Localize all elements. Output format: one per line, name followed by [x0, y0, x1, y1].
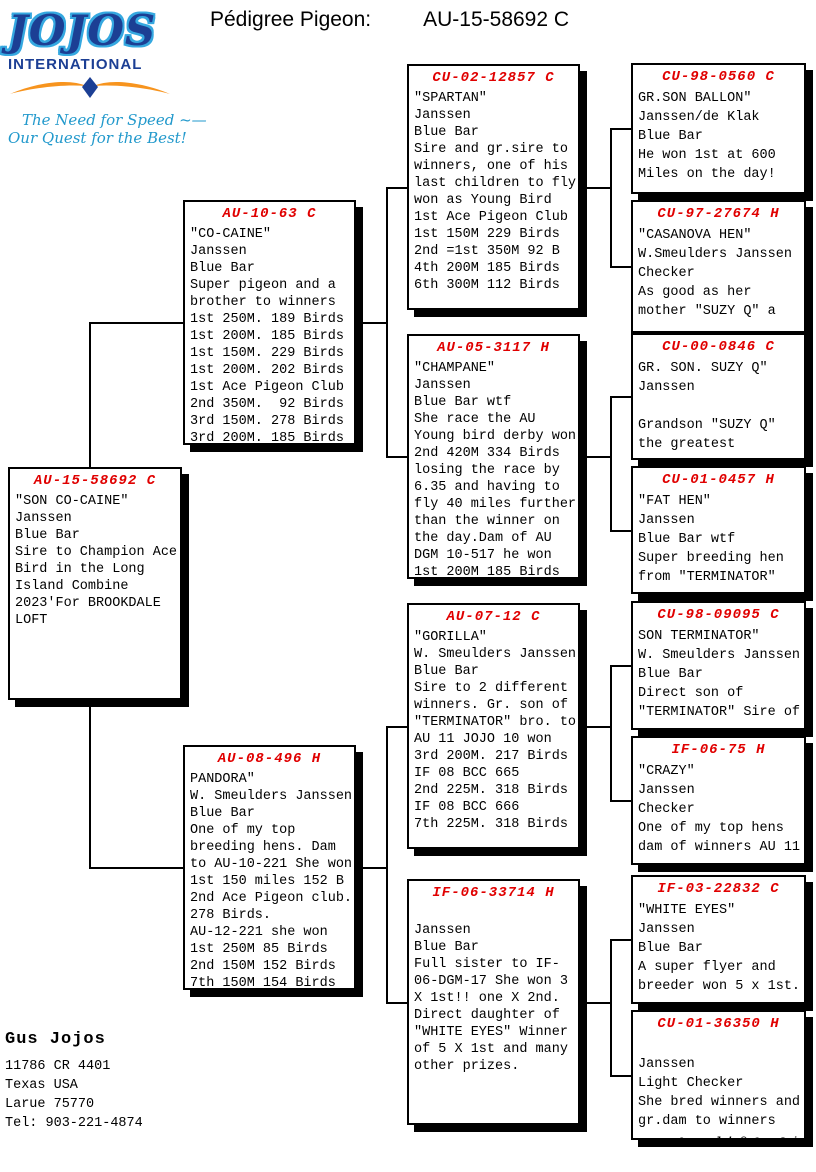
pedigree-text-line: Grandson "SUZY Q": [638, 418, 776, 433]
pedigree-box-text: [185, 224, 354, 447]
pedigree-text-line: 4th 200M 185 Birds: [414, 261, 560, 276]
pedigree-box-subject: [8, 467, 182, 700]
pedigree-box-text: [633, 87, 804, 184]
credit-text: Compuclub © Gus Jojos: [677, 1136, 810, 1148]
pedigree-text-line: Direct son of: [638, 686, 744, 701]
pedigree-text-line: "GORILLA": [414, 630, 487, 645]
pedigree-text-line: Sire and gr.sire to: [414, 142, 568, 157]
pedigree-text-line: "TERMINATOR" bro. to: [414, 715, 577, 730]
pedigree-text-line: 1st 200M 185 Birds: [414, 565, 560, 580]
pedigree-text-line: PANDORA": [190, 772, 255, 787]
connector-line: [610, 128, 633, 130]
pedigree-text-line: Blue Bar: [190, 261, 255, 276]
connector-line: [89, 867, 185, 869]
pedigree-text-line: to AU-10-221 She won: [190, 857, 353, 872]
pedigree-text-line: 1st Ace Pigeon Club: [190, 380, 344, 395]
pedigree-text-line: 1st 200M. 185 Birds: [190, 329, 344, 344]
contact-address-line: Larue 75770: [5, 1097, 95, 1112]
connector-line: [386, 187, 409, 189]
connector-line: [386, 187, 388, 458]
pedigree-text-line: 1st 150M 229 Birds: [414, 227, 560, 242]
pedigree-box-text: [633, 1034, 804, 1131]
connector-line: [610, 665, 612, 802]
contact-address-line: Texas USA: [5, 1078, 78, 1093]
pedigree-text-line: Blue Bar: [638, 667, 703, 682]
pedigree-text-line: "CO-CAINE": [190, 227, 272, 242]
pedigree-box-text: [633, 490, 804, 587]
pedigree-text-line: Blue Bar: [638, 941, 703, 956]
connector-line: [386, 1002, 409, 1004]
pedigree-text-line: fly 40 miles further: [414, 497, 577, 512]
pedigree-box-text: [409, 358, 578, 581]
pedigree-text-line: Janssen: [414, 923, 471, 938]
pedigree-text-line: W. Smeulders Janssen: [190, 789, 353, 804]
pedigree-text-line: 06-DGM-17 She won 3: [414, 974, 568, 989]
connector-line: [610, 396, 633, 398]
pedigree-text-line: Janssen: [638, 513, 695, 528]
pedigree-text-line: Sire to 2 different: [414, 681, 568, 696]
pedigree-text-line: Super breeding hen: [638, 551, 784, 566]
logo-swoosh-icon: [8, 75, 172, 101]
pedigree-text-line: losing the race by: [414, 463, 560, 478]
pedigree-text-line: Blue Bar: [414, 664, 479, 679]
pedigree-box-text: [633, 625, 804, 722]
pedigree-text-line: GR.SON BALLON": [638, 91, 752, 106]
connector-line: [354, 322, 388, 324]
pedigree-text-line: the greatest: [638, 437, 736, 452]
pedigree-text-line: Janssen/de Klak: [638, 110, 760, 125]
pedigree-box-text: [633, 760, 804, 857]
pedigree-text-line: 2023'For BROOKDALE: [15, 596, 161, 611]
pedigree-text-line: dam of winners AU 11: [638, 840, 801, 855]
pedigree-box-text: [409, 903, 578, 1075]
pedigree-box-ggparent-3: [631, 333, 806, 460]
band-number: IF-03-22832 C: [657, 881, 780, 897]
pedigree-text-line: "CASANOVA HEN": [638, 228, 752, 243]
pedigree-text-line: Blue Bar wtf: [638, 532, 736, 547]
pedigree-text-line: Janssen: [638, 1057, 695, 1072]
pedigree-text-line: mother "SUZY Q" a: [638, 304, 776, 319]
pedigree-text-line: "WHITE EYES" Winner: [414, 1025, 568, 1040]
pedigree-text-line: X 1st!! one X 2nd.: [414, 991, 560, 1006]
pedigree-text-line: One of my top hens: [638, 821, 784, 836]
pedigree-text-line: last children to fly: [414, 176, 577, 191]
pedigree-text-line: Island Combine: [15, 579, 129, 594]
pedigree-text-line: 1st 150 miles 152 B: [190, 874, 344, 889]
pedigree-text-line: "WHITE EYES": [638, 903, 736, 918]
pedigree-text-line: "FAT HEN": [638, 494, 711, 509]
pedigree-box-ggparent-5: [631, 601, 806, 730]
pedigree-text-line: Miles on the day!: [638, 167, 776, 182]
pedigree-box-ggparent-4: [631, 466, 806, 594]
pedigree-text-line: "SON CO-CAINE": [15, 494, 129, 509]
connector-line: [610, 939, 633, 941]
pedigree-text-line: "TERMINATOR" Sire of: [638, 705, 801, 720]
pedigree-text-line: One of my top: [190, 823, 296, 838]
contact-block: [5, 1030, 143, 1133]
pedigree-box-granddam-2: [407, 879, 580, 1125]
pedigree-text-line: 6th 300M 112 Birds: [414, 278, 560, 293]
connector-line: [578, 1002, 612, 1004]
pedigree-text-line: 1st 200M. 202 Birds: [190, 363, 344, 378]
pedigree-text-line: 6.35 and having to: [414, 480, 560, 495]
band-number: AU-08-496 H: [217, 751, 322, 767]
band-number: CU-01-0457 H: [662, 472, 775, 488]
pedigree-text-line: Light Checker: [638, 1076, 744, 1091]
pedigree-text-line: Sire to Champion Ace: [15, 545, 178, 560]
pedigree-text-line: AU-12-221 she won: [190, 925, 328, 940]
pedigree-text-line: A super flyer and: [638, 960, 776, 975]
pedigree-text-line: Blue Bar wtf: [414, 395, 512, 410]
pedigree-text-line: brother to winners: [190, 295, 336, 310]
pedigree-text-line: 1st Ace Pigeon Club: [414, 210, 568, 225]
connector-line: [578, 726, 612, 728]
pedigree-text-line: won as Young Bird: [414, 193, 552, 208]
pedigree-text-line: Direct daughter of: [414, 1008, 560, 1023]
pedigree-text-line: [638, 397, 804, 416]
pedigree-box-text: [185, 769, 354, 992]
pedigree-box-granddam-1: [407, 334, 580, 579]
pedigree-text-line: He won 1st at 600: [638, 148, 776, 163]
pedigree-box-text: [409, 627, 578, 833]
pedigree-text-line: Bird in the Long: [15, 562, 145, 577]
pedigree-text-line: Blue Bar: [190, 806, 255, 821]
pedigree-text-line: "CHAMPANE": [414, 361, 496, 376]
connector-line: [610, 665, 633, 667]
pedigree-text-line: Blue Bar: [414, 940, 479, 955]
connector-line: [386, 726, 388, 1004]
pedigree-text-line: "SPARTAN": [414, 91, 487, 106]
pedigree-text-line: [414, 905, 578, 922]
pedigree-text-line: 2nd 350M. 92 Birds: [190, 397, 344, 412]
connector-line: [354, 867, 388, 869]
band-number: IF-06-33714 H: [432, 885, 555, 901]
pedigree-text-line: DGM 10-517 he won: [414, 548, 552, 563]
pedigree-box-text: [633, 224, 804, 321]
pedigree-text-line: Blue Bar: [638, 129, 703, 144]
band-number: CU-02-12857 C: [432, 70, 555, 86]
pedigree-text-line: W.Smeulders Janssen: [638, 247, 792, 262]
pedigree-box-sire: [183, 200, 356, 445]
pedigree-text-line: Janssen: [414, 378, 471, 393]
band-number: AU-05-3117 H: [437, 340, 550, 356]
connector-line: [89, 322, 185, 324]
pedigree-text-line: Janssen: [638, 922, 695, 937]
pedigree-box-text: [10, 491, 180, 629]
pedigree-text-line: W. Smeulders Janssen: [414, 647, 577, 662]
pedigree-text-line: 3rd 200M. 217 Birds: [414, 749, 568, 764]
connector-line: [610, 800, 633, 802]
pedigree-text-line: Full sister to IF-: [414, 957, 560, 972]
pedigree-text-line: W. Smeulders Janssen: [638, 648, 801, 663]
pedigree-text-line: Checker: [638, 266, 695, 281]
pedigree-text-line: other prizes.: [414, 1059, 520, 1074]
connector-line: [386, 726, 409, 728]
pedigree-text-line: Young bird derby won: [414, 429, 577, 444]
pedigree-text-line: GR. SON. SUZY Q": [638, 361, 768, 376]
pedigree-text-line: 2nd =1st 350M 92 B: [414, 244, 560, 259]
pedigree-text-line: Janssen: [638, 783, 695, 798]
connector-line: [578, 187, 612, 189]
connector-line: [610, 1075, 633, 1077]
pedigree-box-ggparent-1: [631, 63, 806, 194]
band-number: CU-98-09095 C: [657, 607, 780, 623]
logo-wordmark: JOJOS: [8, 6, 157, 55]
pedigree-text-line: Super pigeon and a: [190, 278, 336, 293]
pedigree-text-line: breeder won 5 x 1st.: [638, 979, 801, 994]
band-number: CU-98-0560 C: [662, 69, 775, 85]
pedigree-text-line: Janssen: [190, 244, 247, 259]
pedigree-box-ggparent-7: [631, 875, 806, 1004]
connector-line: [578, 456, 612, 458]
band-number: AU-07-12 C: [446, 609, 541, 625]
pedigree-text-line: "CRAZY": [638, 764, 695, 779]
pedigree-text-line: Janssen: [414, 108, 471, 123]
pedigree-text-line: Janssen: [15, 511, 72, 526]
logo-tagline-2: Our Quest for the Best!: [8, 129, 187, 147]
pedigree-box-text: [633, 899, 804, 996]
contact-phone: Tel: 903-221-4874: [5, 1116, 143, 1131]
pedigree-text-line: SON TERMINATOR": [638, 629, 760, 644]
logo-subtitle: INTERNATIONAL: [8, 56, 143, 73]
pedigree-box-grandsire-2: [407, 603, 580, 849]
connector-line: [610, 128, 612, 268]
page-title-label: Pédigree Pigeon:: [210, 8, 372, 31]
pedigree-text-line: 1st 250M 85 Birds: [190, 942, 328, 957]
pedigree-text-line: of 5 X 1st and many: [414, 1042, 568, 1057]
pedigree-text-line: [638, 1036, 804, 1055]
pedigree-text-line: She race the AU: [414, 412, 536, 427]
pedigree-box-text: [409, 88, 578, 294]
pedigree-box-ggparent-8: [631, 1010, 806, 1140]
pedigree-text-line: 2nd Ace Pigeon club.: [190, 891, 353, 906]
pedigree-text-line: winners, one of his: [414, 159, 568, 174]
pedigree-text-line: As good as her: [638, 285, 752, 300]
pedigree-text-line: IF 08 BCC 666: [414, 800, 520, 815]
connector-line: [386, 456, 409, 458]
pedigree-text-line: Janssen: [638, 380, 695, 395]
pedigree-text-line: 3rd 150M. 278 Birds: [190, 414, 344, 429]
pedigree-text-line: Checker: [638, 802, 695, 817]
jojos-logo: [8, 6, 207, 147]
pedigree-text-line: 278 Birds.: [190, 908, 272, 923]
pedigree-text-line: the day.Dam of AU: [414, 531, 552, 546]
pedigree-text-line: gr.dam to winners: [638, 1114, 776, 1129]
pedigree-text-line: 2nd 150M 152 Birds: [190, 959, 336, 974]
pedigree-text-line: LOFT: [15, 613, 48, 628]
pedigree-box-ggparent-2: [631, 200, 806, 333]
pedigree-text-line: 7th 225M. 318 Birds: [414, 817, 568, 832]
pedigree-text-line: 7th 150M 154 Birds: [190, 976, 336, 991]
band-number: CU-97-27674 H: [657, 206, 780, 222]
band-number: AU-10-63 C: [222, 206, 317, 222]
connector-line: [610, 530, 633, 532]
band-number: AU-15-58692 C: [33, 473, 157, 489]
connector-line: [610, 939, 612, 1077]
contact-name: Gus Jojos: [5, 1030, 106, 1049]
page-title-band: AU-15-58692 C: [423, 8, 570, 31]
connector-line: [610, 396, 612, 532]
band-number: IF-06-75 H: [671, 742, 766, 758]
pedigree-box-ggparent-6: [631, 736, 806, 865]
pedigree-text-line: breeding hens. Dam: [190, 840, 336, 855]
pedigree-text-line: IF 08 BCC 665: [414, 766, 520, 781]
pedigree-text-line: Blue Bar: [15, 528, 80, 543]
contact-address-line: 11786 CR 4401: [5, 1059, 111, 1074]
pedigree-box-grandsire-1: [407, 64, 580, 310]
pedigree-text-line: from "TERMINATOR": [638, 570, 776, 585]
pedigree-text-line: than the winner on: [414, 514, 560, 529]
page-title: [210, 8, 569, 32]
pedigree-text-line: 1st 250M. 189 Birds: [190, 312, 344, 327]
pedigree-box-dam: [183, 745, 356, 990]
pedigree-text-line: 3rd 200M. 185 Birds: [190, 431, 344, 446]
pedigree-text-line: Blue Bar: [414, 125, 479, 140]
pedigree-text-line: 2nd 225M. 318 Birds: [414, 783, 568, 798]
logo-tagline-1: The Need for Speed ~—: [22, 111, 207, 129]
pedigree-text-line: winners. Gr. son of: [414, 698, 568, 713]
connector-line: [610, 266, 633, 268]
pedigree-text-line: 1st 150M. 229 Birds: [190, 346, 344, 361]
pedigree-text-line: She bred winners and: [638, 1095, 801, 1110]
pedigree-text-line: 2nd 420M 334 Birds: [414, 446, 560, 461]
band-number: CU-00-0846 C: [662, 339, 775, 355]
pedigree-text-line: AU 11 JOJO 10 won: [414, 732, 552, 747]
pedigree-box-text: [633, 357, 804, 454]
band-number: CU-01-36350 H: [657, 1016, 780, 1032]
